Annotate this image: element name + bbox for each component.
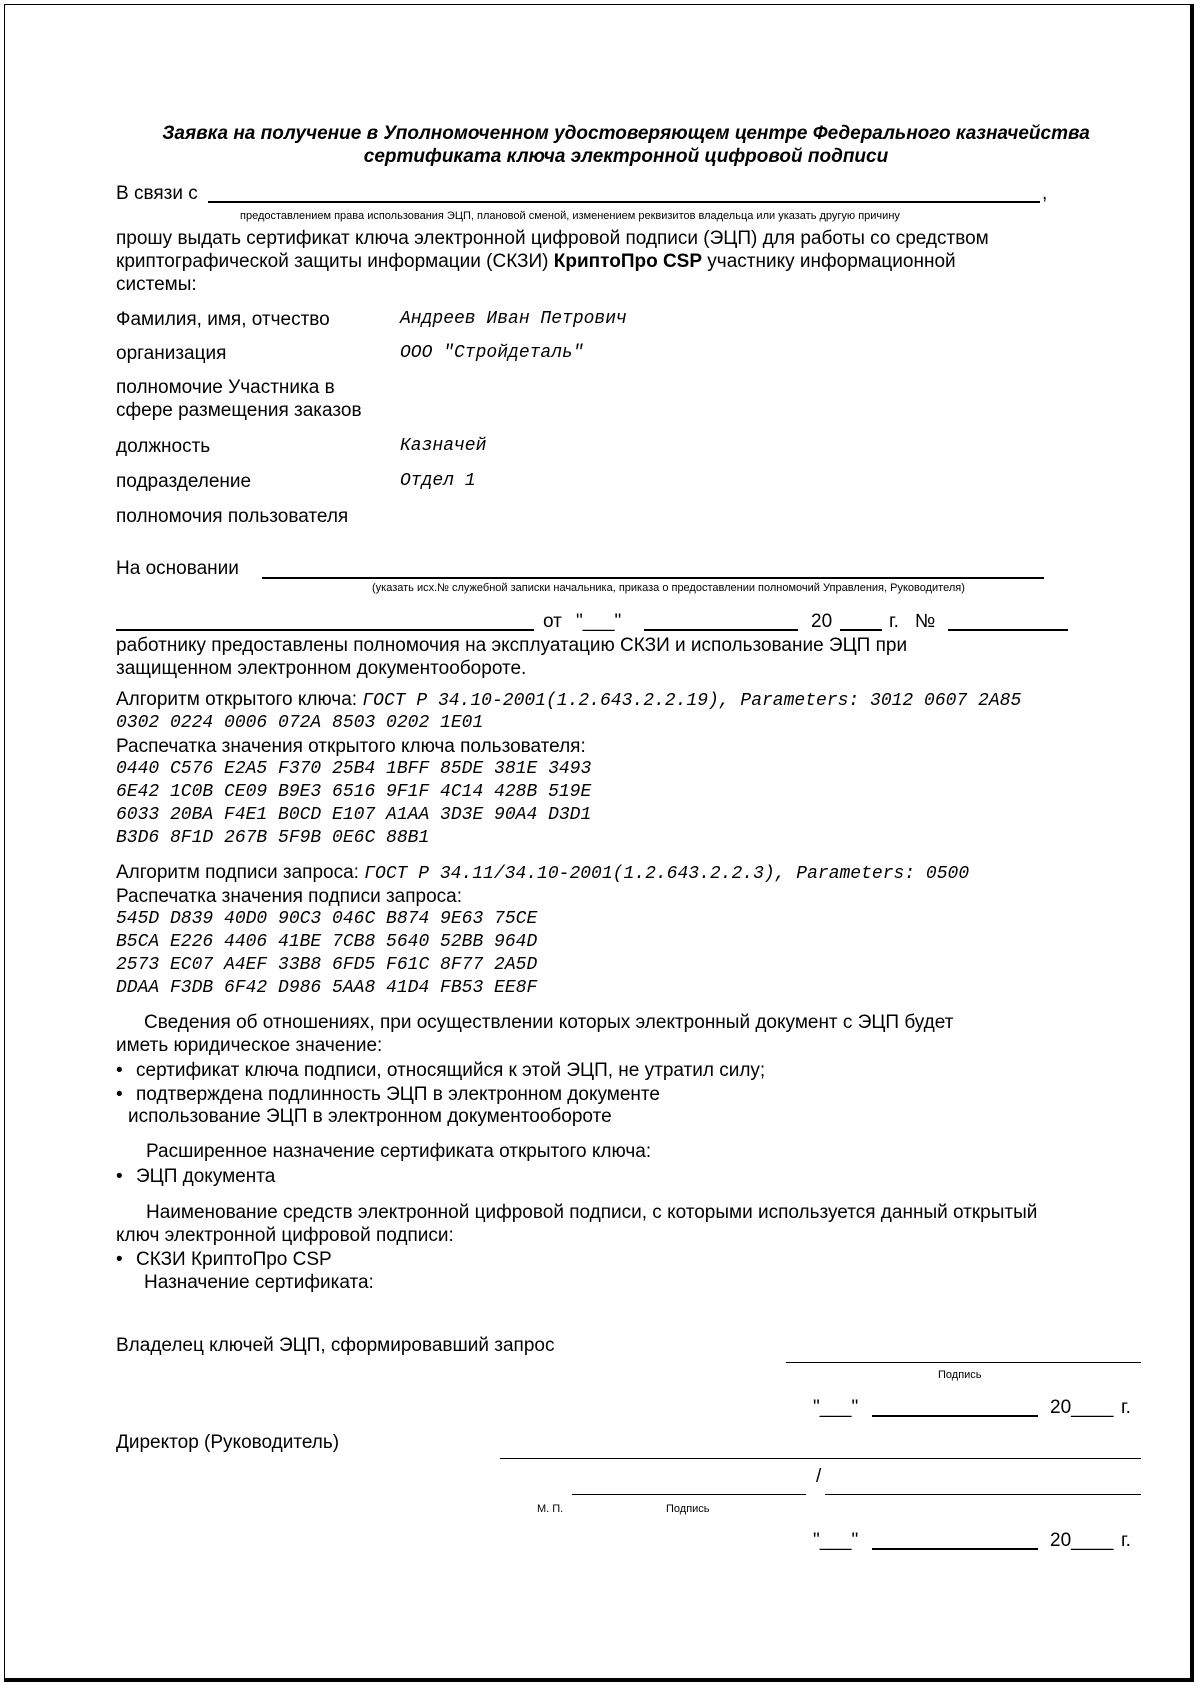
request-line-2-a: криптографической защиты информации (СКЗИ) — [116, 251, 554, 272]
director-slash: / — [816, 1466, 822, 1487]
basis-g: г. — [889, 611, 899, 632]
director-date-day: "___" — [813, 1530, 859, 1551]
public-key-print-label: Распечатка значения открытого ключа пользователя: — [116, 736, 586, 757]
public-key-line-2: 6E42 1C0B CE09 B9E3 6516 9F1F 4C14 428B 519E — [116, 782, 592, 802]
request-line-3: системы: — [116, 274, 197, 295]
basis-ot: от — [543, 611, 562, 632]
tools-heading-2: ключ электронной цифровой подписи: — [116, 1225, 454, 1246]
basis-num: № — [915, 611, 936, 632]
director-sign-line — [572, 1494, 806, 1495]
reason-comma: , — [1042, 183, 1048, 204]
signature-line-1: 545D D839 40D0 90C3 046C B874 9E63 75CE — [116, 909, 538, 929]
dept-value: Отдел 1 — [400, 471, 476, 491]
director-month-line — [872, 1548, 1038, 1550]
basis-line — [262, 577, 1044, 579]
tools-purpose: Назначение сертификата: — [144, 1272, 374, 1293]
signature-algo-label: Алгоритм подписи запроса: — [116, 862, 365, 883]
fio-label: Фамилия, имя, отчество — [116, 309, 330, 330]
position-label: должность — [116, 436, 211, 457]
director-name-line — [500, 1458, 1141, 1459]
cryptopro-name: КриптоПро CSP — [553, 251, 703, 272]
public-key-algo — [116, 689, 1021, 712]
tools-heading-1: Наименование средств электронной цифровой подписи, с которыми используется данный открытый — [146, 1202, 1038, 1223]
extended-item-1: ЭЦП документа — [136, 1166, 276, 1187]
title-line-2: сертификата ключа электронной цифровой подписи — [363, 146, 889, 167]
relations-bullet-2: • — [116, 1084, 123, 1105]
basis-text-2: защищенном электронном документообороте. — [116, 658, 527, 679]
org-label: организация — [116, 343, 227, 364]
director-mp: М. П. — [537, 1503, 564, 1515]
extended-bullet-1: • — [116, 1166, 123, 1187]
reason-hint: предоставлением права использования ЭЦП, плановой сменой, изменением реквизитов владельца или указать другую причину — [240, 210, 900, 222]
relations-item-2b: использование ЭЦП в электронном документообороте — [128, 1106, 612, 1127]
dept-label: подразделение — [116, 471, 252, 492]
request-line-2-c: участнику информационной — [702, 251, 956, 272]
owner-month-line — [872, 1415, 1038, 1417]
authority-label-2: сфере размещения заказов — [116, 400, 362, 421]
owner-sign-hint: Подпись — [938, 1369, 982, 1381]
position-value: Казначей — [400, 436, 487, 456]
relations-item-2a: подтверждена подлинность ЭЦП в электронном документе — [136, 1084, 660, 1105]
public-key-algo-value-2: 0302 0224 0006 072A 8503 0202 1E01 — [116, 713, 484, 733]
basis-num-line — [948, 629, 1068, 631]
basis-year-line — [840, 629, 882, 631]
signature-line-2: B5CA E226 4406 41BE 7CB8 5640 52BB 964D — [116, 932, 538, 952]
basis-hint: (указать исх.№ служебной записки начальника, приказа о предоставлении полномочий Управления, Руководителя) — [372, 582, 965, 594]
director-year: 20____ — [1050, 1530, 1114, 1551]
signature-line-3: 2573 EC07 A4EF 33B8 6FD5 F61C 8F77 2A5D — [116, 955, 538, 975]
user-authority-label: полномочия пользователя — [116, 506, 349, 527]
public-key-algo-value: ГОСТ Р 34.10-2001(1.2.643.2.2.19), Parameters: 3012 0607 2A85 — [362, 691, 1022, 711]
relations-heading-1: Сведения об отношениях, при осуществлении которых электронный документ с ЭЦП будет — [144, 1012, 954, 1033]
public-key-line-3: 6033 20BA F4E1 B0CD E107 A1AA 3D3E 90A4 D3D1 — [116, 805, 592, 825]
org-value: ООО "Стройдеталь" — [400, 343, 584, 363]
reason-line — [208, 201, 1040, 203]
basis-month-line — [644, 629, 798, 631]
fio-value: Андреев Иван Петрович — [400, 309, 627, 329]
extended-heading: Расширенное назначение сертификата открытого ключа: — [146, 1141, 652, 1162]
director-label: Директор (Руководитель) — [116, 1432, 340, 1453]
owner-date-day: "___" — [813, 1397, 859, 1418]
director-decode-line — [825, 1494, 1141, 1495]
signature-print-label: Распечатка значения подписи запроса: — [116, 886, 463, 907]
basis-label: На основании — [116, 558, 239, 579]
owner-year: 20____ — [1050, 1397, 1114, 1418]
basis-date-day: "___" — [576, 611, 622, 632]
request-line-1: прошу выдать сертификат ключа электронной цифровой подписи (ЭЦП) для работы со средством — [116, 228, 989, 249]
public-key-algo-label: Алгоритм открытого ключа: — [116, 689, 363, 710]
director-g: г. — [1121, 1530, 1131, 1551]
basis-year: 20 — [811, 611, 833, 632]
director-sign-hint: Подпись — [666, 1503, 710, 1515]
relations-bullet-1: • — [116, 1060, 123, 1081]
owner-label: Владелец ключей ЭЦП, сформировавший запрос — [116, 1335, 555, 1356]
tools-item-1: СКЗИ КриптоПро CSP — [136, 1249, 332, 1270]
request-line-2 — [116, 251, 956, 273]
basis-line-2 — [116, 629, 534, 631]
relations-item-1: сертификат ключа подписи, относящийся к этой ЭЦП, не утратил силу; — [136, 1060, 766, 1081]
owner-g: г. — [1121, 1397, 1131, 1418]
public-key-line-1: 0440 C576 E2A5 F370 25B4 1BFF 85DE 381E 3493 — [116, 759, 592, 779]
public-key-line-4: B3D6 8F1D 267B 5F9B 0E6C 88B1 — [116, 828, 430, 848]
signature-line-4: DDAA F3DB 6F42 D986 5AA8 41D4 FB53 EE8F — [116, 978, 538, 998]
authority-label-1: полномочие Участника в — [116, 377, 335, 398]
signature-algo-value: ГОСТ Р 34.11/34.10-2001(1.2.643.2.2.3), Parameters: 0500 — [364, 864, 970, 884]
signature-algo — [116, 862, 969, 885]
title-line-1: Заявка на получение в Уполномоченном удостоверяющем центре Федерального казначейства — [162, 123, 1090, 144]
basis-text-1: работнику предоставлены полномочия на эксплуатацию СКЗИ и использование ЭЦП при — [116, 635, 908, 656]
owner-sign-line — [786, 1362, 1141, 1363]
v-svyazi-label: В связи с — [116, 183, 198, 204]
relations-heading-2: иметь юридическое значение: — [116, 1035, 383, 1056]
tools-bullet-1: • — [116, 1249, 123, 1270]
